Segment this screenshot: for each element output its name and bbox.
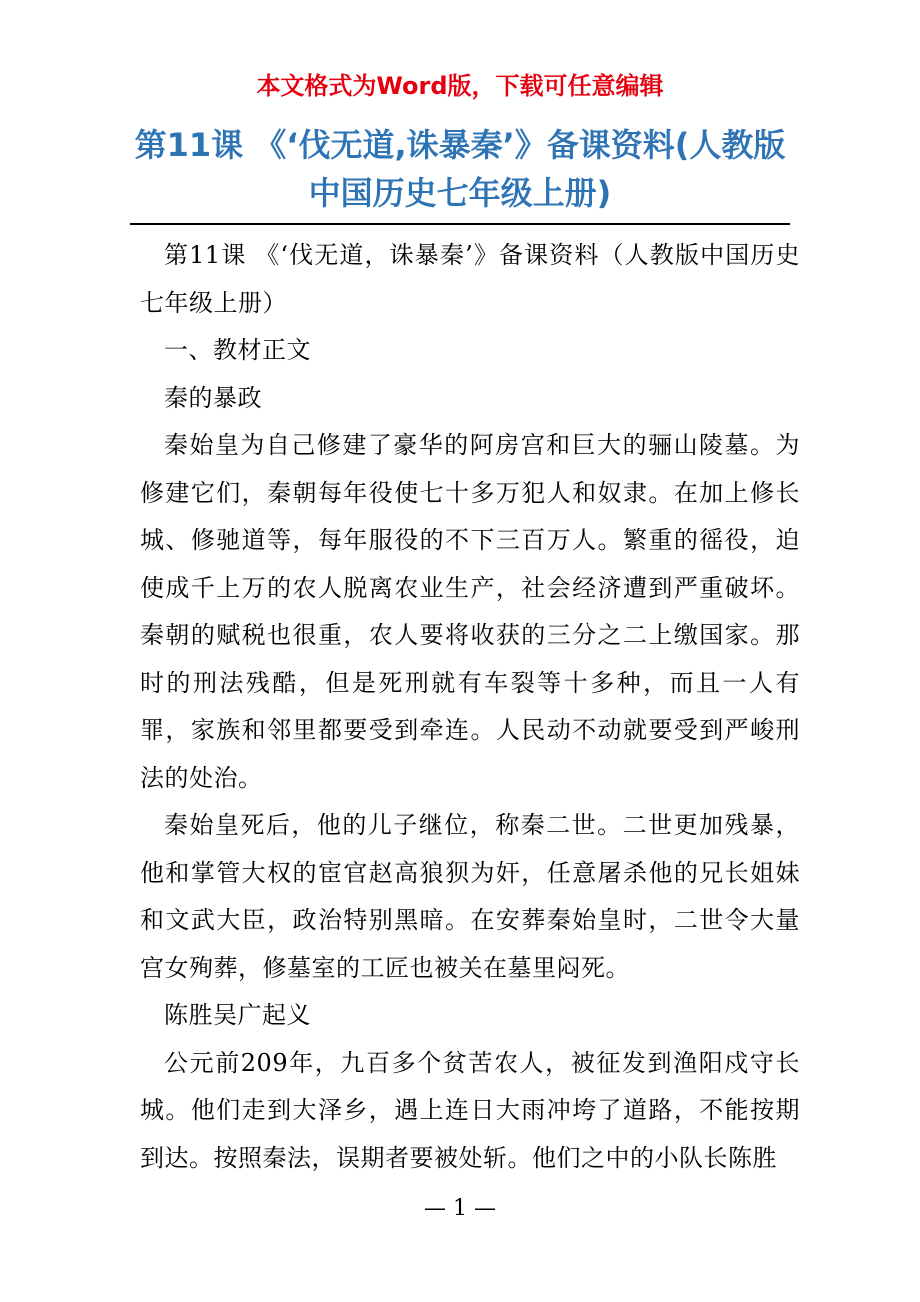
document-body [140,232,800,1182]
page-number: — 1 — [424,1196,496,1221]
title-divider [130,223,790,225]
download-banner: 本文格式为Word版，下载可任意编辑 [256,72,664,100]
body-paragraph: 秦始皇为自己修建了豪华的阿房宫和巨大的骊山陵墓。为修建它们，秦朝每年役使七十多万犯人和奴隶。在加上修长城、修驰道等，每年服役的不下三百万人。繁重的徭役，迫使成千上万的农人脱离农业生产，社会经济遭到严重破坏。秦朝的赋税也很重，农人要将收获的三分之二上缴国家。那时的刑法残酷，但是死刑就有车裂等十多种，而且一人有罪，家族和邻里都要受到牵连。人民动不动就要受到严峻刑法的处治。 [140,431,800,792]
document-title: 第11课 《‘伐无道,诛暴秦’》备课资料(人教版中国历史七年级上册) [134,126,786,212]
section-heading: 一、教材正文 [164,336,311,364]
subheading: 陈胜吴广起义 [164,1001,311,1029]
intro-paragraph: 第11课 《‘伐无道，诛暴秦’》备课资料（人教版中国历史七年级上册） [140,241,800,317]
subheading: 秦的暴政 [164,383,262,412]
body-paragraph: 秦始皇死后，他的儿子继位，称秦二世。二世更加残暴，他和掌管大权的宦官赵高狼狈为奸，任意屠杀他的兄长姐妹和文武大臣，政治特别黑暗。在安葬秦始皇时，二世令大量宫女殉葬，修墓室的工匠也被关在墓里闷死。 [140,811,800,982]
body-paragraph: 公元前209年，九百多个贫苦农人，被征发到渔阳戍守长城。他们走到大泽乡，遇上连日大雨冲垮了道路，不能按期到达。按照秦法，误期者要被处斩。他们之中的小队长陈胜 [140,1048,800,1172]
